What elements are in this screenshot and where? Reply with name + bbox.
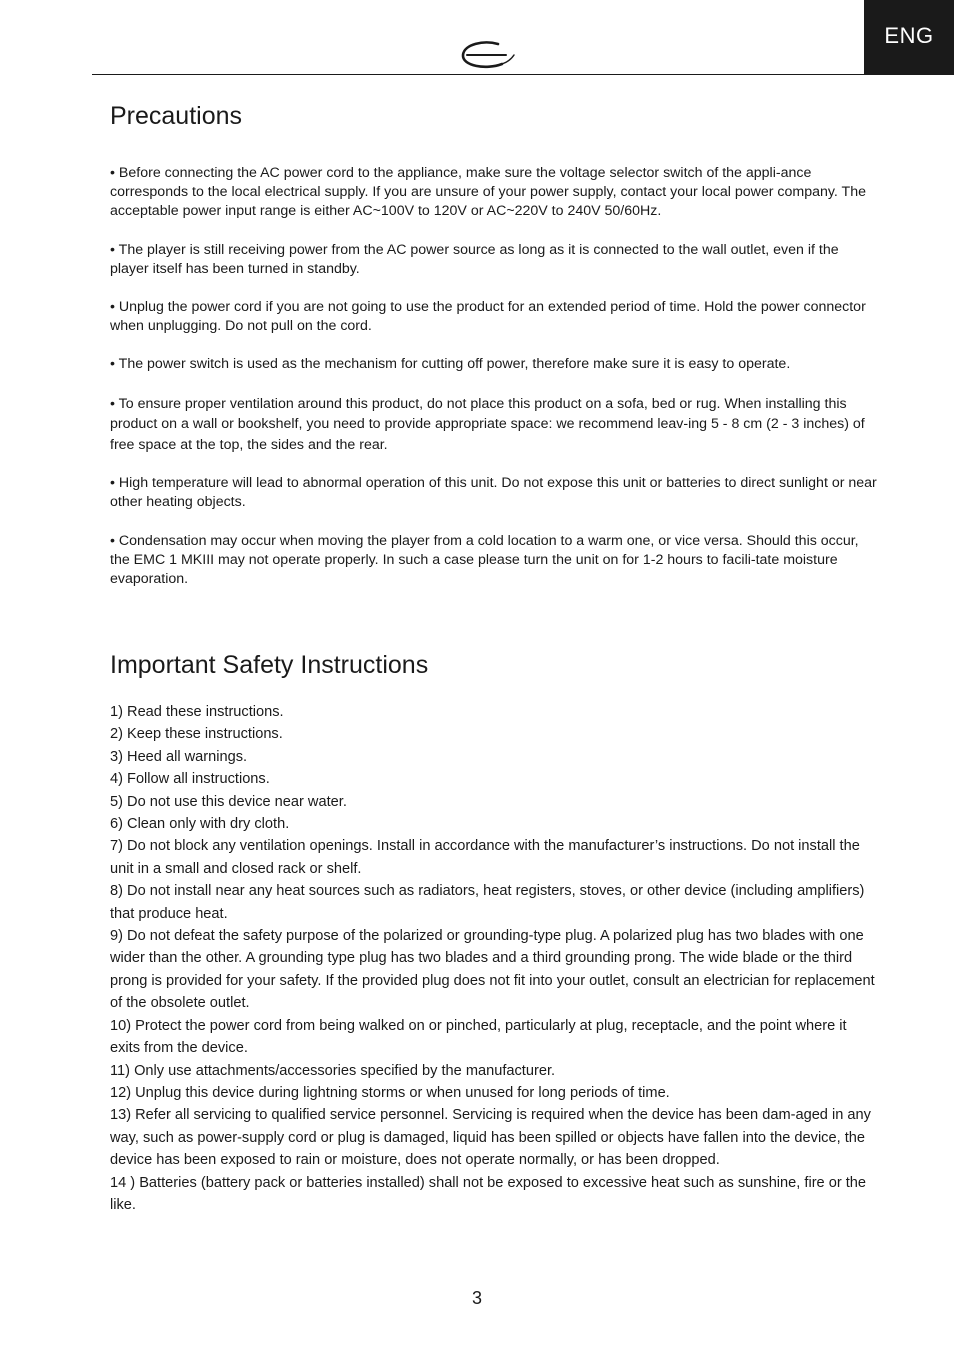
precaution-item: • Condensation may occur when moving the player from a cold location to a warm one, or vice versa. Should this occur, the EMC 1 MKIII may not operate properly. In such a case please turn the unit on for 1-2 hours to facili-tate moisture evaporation. — [110, 532, 859, 587]
safety-item: 4) Follow all instructions. — [110, 771, 270, 788]
safety-item: 11) Only use attachments/accessories specified by the manufacturer. — [110, 1062, 556, 1079]
header-rule — [92, 74, 864, 75]
language-tab-label: ENG — [884, 22, 934, 48]
precaution-item: • To ensure proper ventilation around this product, do not place this product on a sofa, bed or rug. When installing this product on a wall or bookshelf, you need to provide appropriate space: we recommend leav-ing 5 - 8 cm (2 - 3 inches) of free space at the top, the sides and the rear. — [110, 395, 865, 453]
precaution-item: • High temperature will lead to abnormal operation of this unit. Do not expose this unit or batteries to direct sunlight or near other heating objects. — [110, 475, 877, 511]
precaution-item: • The player is still receiving power from the AC power source as long as it is connected to the wall outlet, even if the player itself has been turned in standby. — [110, 241, 839, 277]
safety-item: 3) Heed all warnings. — [110, 748, 248, 765]
safety-item: 14 ) Batteries (battery pack or batteries installed) shall not be exposed to excessive heat such as sunshine, fire or the like. — [110, 1174, 867, 1213]
safety-item: 12) Unplug this device during lightning storms or when unused for long periods of time. — [110, 1084, 670, 1101]
safety-item: 13) Refer all servicing to qualified service personnel. Servicing is required when the device has been dam-aged in any way, such as power-supply cord or plug is damaged, liquid has been spilled or objects have fallen into the device, the device has been exposed to rain or moisture, does not operate normally, or has been dropped. — [110, 1107, 871, 1169]
precaution-item: • Before connecting the AC power cord to the appliance, make sure the voltage selector switch of the appli-ance corresponds to the local electrical supply. If you are unsure of your power supply, contact your local power company. The acceptable power input range is either AC~100V to 120V or AC~220V to 240V 50/60Hz. — [110, 165, 867, 220]
precautions-list — [110, 164, 880, 608]
safety-item: 5) Do not use this device near water. — [110, 793, 347, 810]
safety-item: 6) Clean only with dry cloth. — [110, 816, 290, 833]
safety-item: 8) Do not install near any heat sources such as radiators, heat registers, stoves, or other device (including amplifiers) that produce heat. — [110, 883, 865, 922]
precaution-item: • The power switch is used as the mechanism for cutting off power, therefore make sure it is easy to operate. — [110, 356, 791, 373]
safety-item: 10) Protect the power cord from being walked on or pinched, particularly at plug, receptacle, and the point where it exits from the device. — [110, 1017, 847, 1057]
safety-item: 7) Do not block any ventilation openings. Install in accordance with the manufacturer’s instructions. Do not install the unit in a small and closed rack or shelf. — [110, 838, 860, 877]
precautions-title: Precautions — [110, 102, 243, 130]
safety-item: 1) Read these instructions. — [110, 704, 284, 720]
page-number: 3 — [471, 1288, 482, 1308]
brand-e-logo-icon — [458, 38, 518, 72]
safety-item: 9) Do not defeat the safety purpose of the polarized or grounding-type plug. A polarized plug has two blades with one wider than the other. A grounding type plug has two blades and a third grounding prong. The wide blade or the third prong is provided for your safety. If the provided plug does not fit into your outlet, consult an electrician for replacement of the obsolete outlet. — [110, 928, 875, 1012]
language-tab — [864, 0, 954, 75]
precaution-item: • Unplug the power cord if you are not going to use the product for an extended period of time. Hold the power connector when unplugging. Do not pull on the cord. — [110, 299, 866, 335]
safety-item: 2) Keep these instructions. — [110, 726, 283, 743]
safety-instructions-list — [110, 701, 880, 1216]
safety-instructions-title: Important Safety Instructions — [110, 651, 429, 679]
